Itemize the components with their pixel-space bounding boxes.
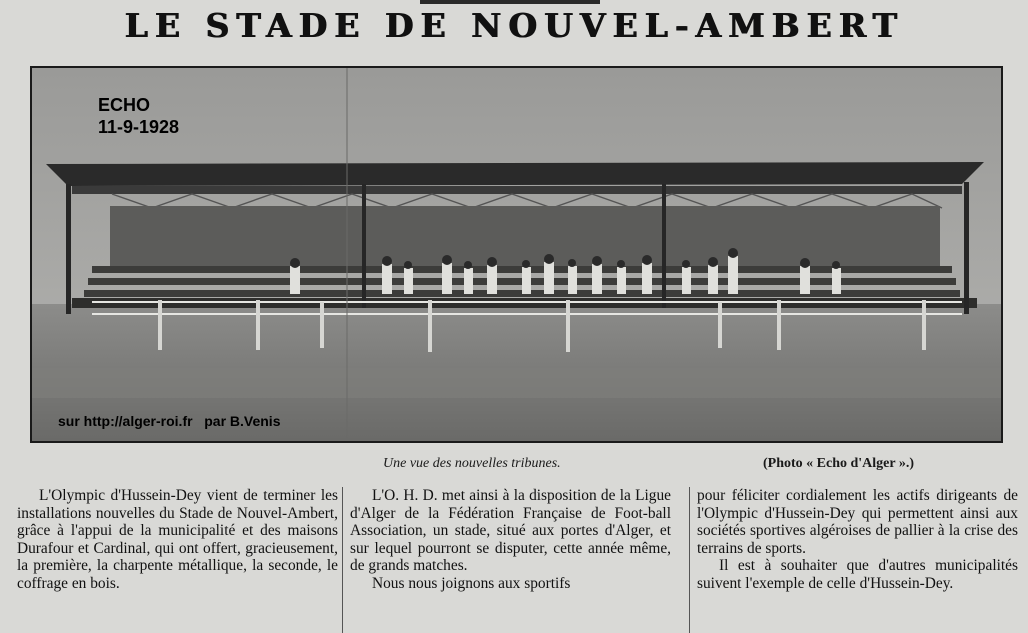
column-rule xyxy=(342,487,343,633)
source-label: ECHO xyxy=(98,95,151,115)
paragraph: pour féliciter cordialement les actifs dirigeants de l'Olympic d'Hussein-Dey qui permettent ainsi aux sociétés sportives algéroises de pallier à la crise des terrains de sports. xyxy=(697,487,1018,557)
article-column-1 xyxy=(17,487,338,633)
article-column-2 xyxy=(350,487,671,633)
paragraph: Nous nous joignons aux sportifs xyxy=(372,574,571,592)
date-label: 11-9-1928 xyxy=(98,117,180,137)
paragraph: L'O. H. D. met ainsi à la disposition de la Ligue d'Alger de la Fédération Française de Foot-ball Association, un stade, situé aux portes d'Alger, et sur lequel pourront se disputer, cette année même, de grands matches. xyxy=(350,487,671,574)
column-rule xyxy=(689,487,690,633)
paragraph: L'Olympic d'Hussein-Dey vient de terminer les installations nouvelles du Stade de Nouvel-Ambert, grâce à l'appui de la municipalité et des maisons Durafour et Cardinal, qui ont offert, gracieusement, la première, la charpente métallique, la seconde, le coffrage en bois. xyxy=(17,487,338,592)
watermark: sur http://alger-roi.fr par B.Venis xyxy=(58,413,281,429)
headline: LE STADE DE NOUVEL-AMBERT xyxy=(124,6,904,45)
article-column-3 xyxy=(697,487,1018,633)
paragraph: Il est à souhaiter que d'autres municipalités suivent l'exemple de celle d'Hussein-Dey. xyxy=(697,557,1018,592)
photo-credit: (Photo « Echo d'Alger ».) xyxy=(763,456,915,471)
photo-caption: Une vue des nouvelles tribunes. xyxy=(383,456,561,471)
photo-source-stamp xyxy=(98,94,179,138)
stadium-photo xyxy=(30,66,1003,443)
